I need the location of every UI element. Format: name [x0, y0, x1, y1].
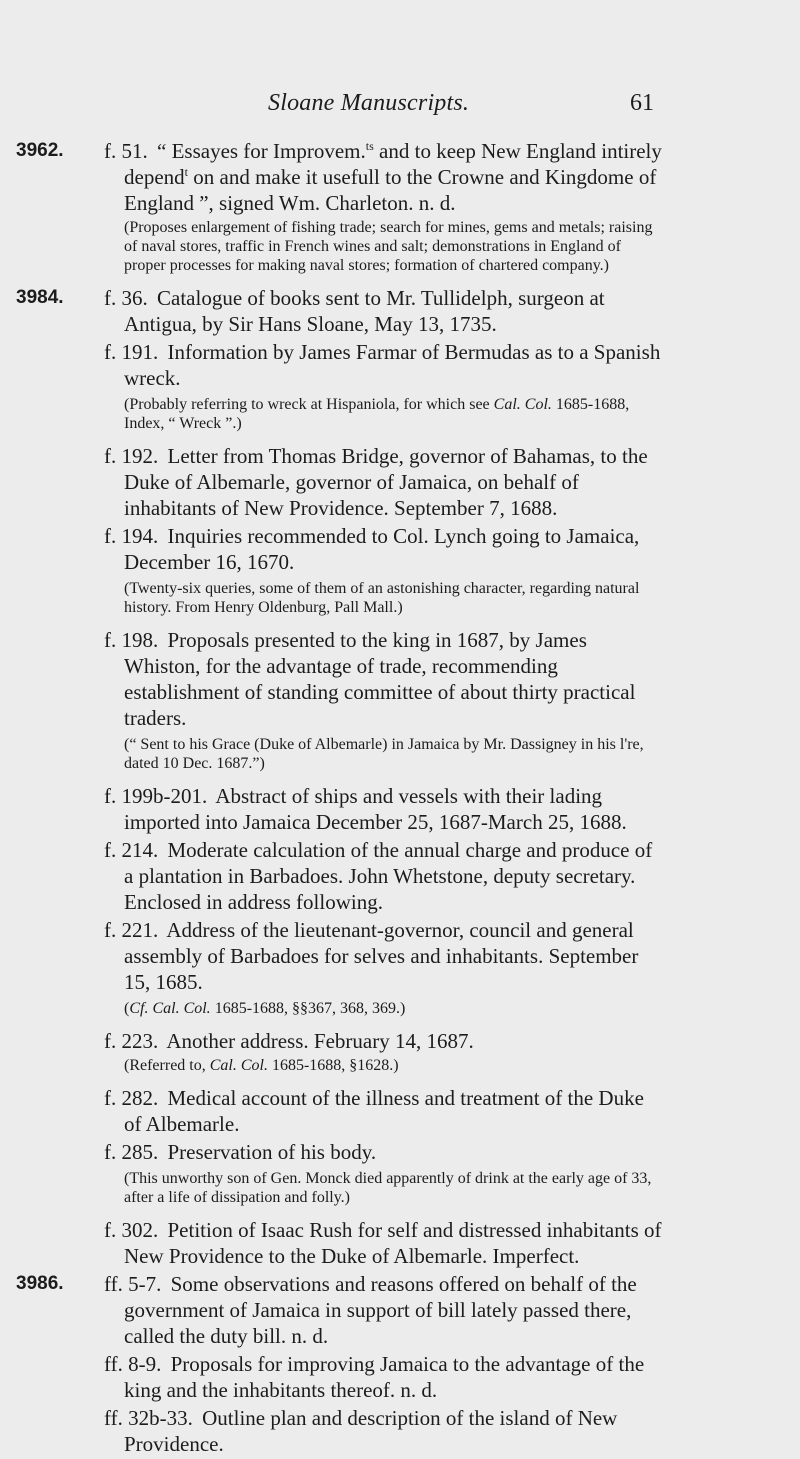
folio-item — [104, 783, 664, 835]
note-text: (Probably referring to wreck at Hispaniola, for which see — [124, 396, 494, 413]
folio-ref: f. 36. — [104, 286, 148, 310]
manuscript-number: 3984. — [16, 287, 64, 308]
item-note: (This unworthy son of Gen. Monck died apparently of drink at the early age of 33, after a life of dissipation and folly.) — [124, 1170, 652, 1206]
item-text: Address of the lieutenant-governor, council and general assembly of Barbadoes for selves and inhabitants. September 15, 1685. — [124, 918, 639, 994]
folio-item — [104, 1139, 664, 1165]
manuscript-number: 3962. — [16, 140, 64, 161]
folio-ref: f. 194. — [104, 524, 159, 548]
folio-item — [104, 1028, 664, 1054]
superscript: t — [184, 165, 188, 179]
item-text: Catalogue of books sent to Mr. Tullidelph, surgeon at Antigua, by Sir Hans Sloane, May 13, 1735. — [124, 286, 605, 336]
folio-ref: f. 302. — [104, 1218, 159, 1242]
folio-item — [104, 627, 664, 731]
item-text: Information by James Farmar of Bermudas as to a Spanish wreck. — [124, 340, 661, 390]
item-text: Abstract of ships and vessels with their lading imported into Jamaica December 25, 1687-March 25, 1688. — [124, 784, 627, 834]
item-text: Letter from Thomas Bridge, governor of Bahamas, to the Duke of Albemarle, governor of Jamaica, on behalf of inhabitants of New Providence. September 7, 1688. — [124, 444, 648, 520]
folio-item — [104, 443, 664, 521]
folio-ref: f. 51. — [104, 139, 148, 163]
manuscript-entry-3962 — [16, 138, 664, 275]
item-text: Medical account of the illness and treatment of the Duke of Albemarle. — [124, 1086, 644, 1136]
folio-item — [104, 523, 664, 575]
manuscript-number: 3986. — [16, 1273, 64, 1294]
citation: Cal. Col. — [209, 1057, 268, 1074]
item-text: Moderate calculation of the annual charge and produce of a plantation in Barbadoes. John Whetstone, deputy secretary. Enclosed in address following. — [124, 838, 653, 914]
item-text: Another address. February 14, 1687. — [166, 1029, 474, 1053]
folio-item — [104, 1217, 664, 1269]
manuscript-entry-3986 — [16, 1271, 664, 1457]
folio-ref: ff. 5-7. — [104, 1272, 162, 1296]
note-text: 1685-1688, Index, “ Wreck ”.) — [124, 396, 630, 432]
folio-ref: f. 221. — [104, 918, 159, 942]
folio-item — [104, 339, 664, 391]
running-title: Sloane Manuscripts. — [268, 90, 470, 116]
item-text: Some observations and reasons offered on behalf of the government of Jamaica in support of bill lately passed there, called the duty bill. n. d. — [124, 1272, 637, 1348]
folio-ref: f. 199b-201. — [104, 784, 208, 808]
running-head — [0, 90, 800, 120]
folio-ref: ff. 8-9. — [104, 1352, 162, 1376]
note-text: (Referred to, — [124, 1057, 210, 1074]
folio-ref: f. 214. — [104, 838, 159, 862]
folio-item — [104, 917, 664, 995]
superscript: ts — [365, 139, 374, 153]
item-text: and to keep New England intirely depend — [124, 139, 662, 189]
item-text: Preservation of his body. — [167, 1140, 377, 1164]
item-note — [104, 395, 664, 433]
folio-item — [104, 285, 664, 337]
item-text: Proposals for improving Jamaica to the advantage of the king and the inhabitants thereof. n. d. — [124, 1352, 645, 1402]
item-text: Proposals presented to the king in 1687, by James Whiston, for the advantage of trade, recommending establishment of standing committee of about thirty practical traders. — [124, 628, 636, 730]
manuscript-entry-3984 — [16, 285, 664, 1269]
folio-item — [104, 1405, 664, 1457]
folio-ref: f. 223. — [104, 1029, 159, 1053]
note-text: ( — [124, 1000, 130, 1017]
item-text: Inquiries recommended to Col. Lynch going to Jamaica, December 16, 1670. — [124, 524, 640, 574]
item-note: (“ Sent to his Grace (Duke of Albemarle) in Jamaica by Mr. Dassigney in his l're, dated 10 Dec. 1687.”) — [124, 736, 644, 772]
citation: Cal. Col. — [493, 396, 552, 413]
page-body — [16, 138, 664, 1459]
item-note: (Proposes enlargement of fishing trade; search for mines, gems and metals; raising of naval stores, traffic in French wines and salt; demonstrations in England of proper processes for making naval stores; formation of chartered company.) — [124, 219, 653, 274]
page-number: 61 — [630, 90, 654, 116]
item-note: (Twenty-six queries, some of them of an astonishing character, regarding natural history. From Henry Oldenburg, Pall Mall.) — [124, 580, 640, 616]
item-text: Petition of Isaac Rush for self and distressed inhabitants of New Providence to the Duke of Albemarle. Imperfect. — [124, 1218, 662, 1268]
note-text: 1685-1688, §§367, 368, 369.) — [210, 1000, 406, 1017]
folio-ref: f. 285. — [104, 1140, 159, 1164]
item-note — [104, 999, 664, 1018]
folio-ref: f. 282. — [104, 1086, 159, 1110]
note-text: 1685-1688, §1628.) — [267, 1057, 399, 1074]
folio-item — [104, 1271, 664, 1349]
item-note — [104, 1056, 664, 1075]
folio-ref: f. 191. — [104, 340, 159, 364]
folio-ref: f. 198. — [104, 628, 159, 652]
folio-ref: f. 192. — [104, 444, 159, 468]
citation: Cf. Cal. Col. — [129, 1000, 211, 1017]
item-text: “ Essayes for Improvem. — [157, 139, 366, 163]
item-text: Outline plan and description of the island of New Providence. — [124, 1406, 618, 1456]
folio-item — [104, 837, 664, 915]
folio-ref: ff. 32b-33. — [104, 1406, 193, 1430]
item-text: on and make it usefull to the Crowne and Kingdome of England ”, signed Wm. Charleton. n. d. — [124, 165, 657, 215]
folio-item — [104, 138, 664, 216]
folio-item — [104, 1085, 664, 1137]
folio-item — [104, 1351, 664, 1403]
